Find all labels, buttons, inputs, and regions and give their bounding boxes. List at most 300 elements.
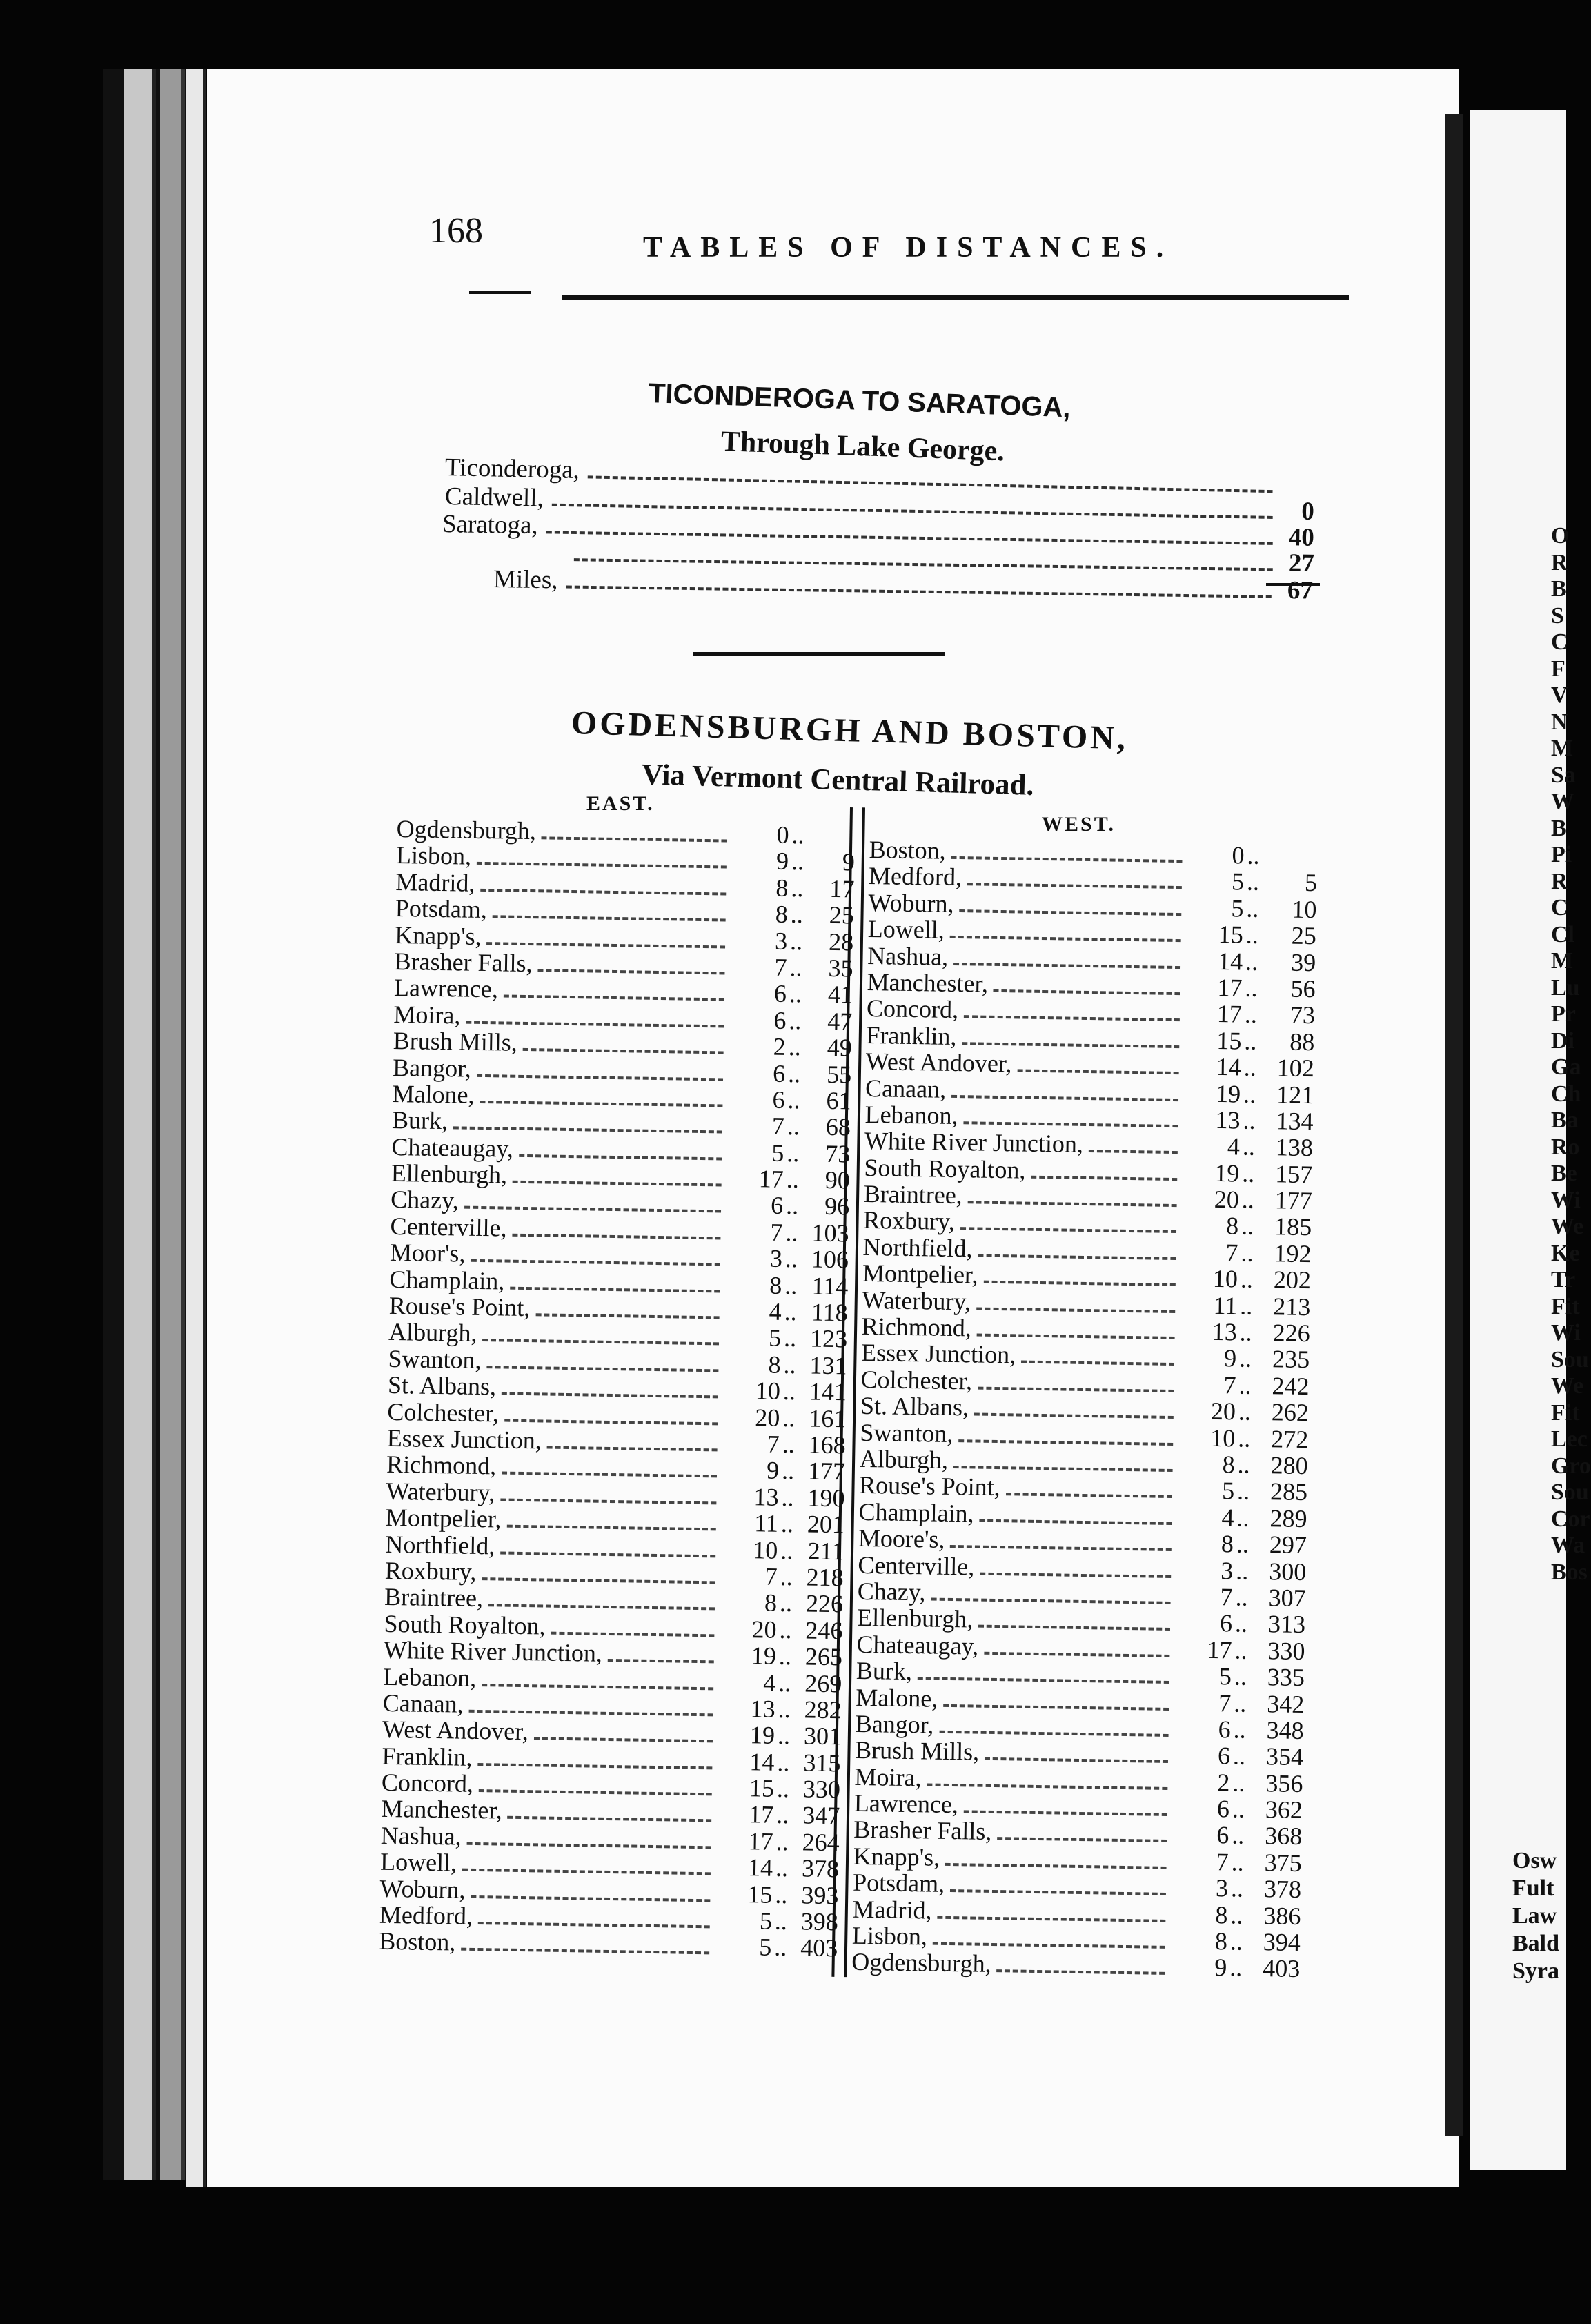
leader-dots <box>477 1763 712 1769</box>
segment-distance: 5 <box>768 1323 782 1352</box>
facing-page-letter: Ke <box>1551 1240 1580 1266</box>
place-name: Franklin, <box>866 1021 957 1050</box>
separator: .. <box>1240 1265 1254 1294</box>
leader-dots <box>461 1948 709 1955</box>
leader-dots <box>1006 1493 1173 1499</box>
section-title-ticonderoga: TICONDEROGA TO SARATOGA, <box>648 378 1071 424</box>
separator: .. <box>778 1695 791 1724</box>
segment-distance: 7 <box>1220 1583 1234 1611</box>
facing-page-letter: B <box>1551 815 1567 841</box>
leader-dots <box>506 1525 715 1531</box>
segment-distance: 7 <box>771 1112 785 1141</box>
facing-page-letter: Wi <box>1551 1320 1581 1346</box>
separator: .. <box>790 900 804 929</box>
place-name: Colchester, <box>387 1397 500 1428</box>
separator: .. <box>785 1192 799 1220</box>
facing-page-letter: Lu <box>1551 974 1580 1001</box>
place-name: Chazy, <box>857 1577 926 1606</box>
segment-distance: 0 <box>1232 841 1245 869</box>
place-name: Ellenburgh, <box>391 1159 508 1189</box>
cumulative-distance: 378 <box>801 1854 840 1883</box>
segment-distance: 5 <box>771 1139 784 1167</box>
place-name: Moor's, <box>389 1239 466 1268</box>
leader-dots <box>979 1519 1172 1524</box>
facing-page-letter: Wi <box>1551 1187 1581 1213</box>
leader-dots <box>950 936 1181 942</box>
distance-value: 0 <box>1301 497 1315 526</box>
leader-dots <box>551 1631 714 1637</box>
facing-page-letter: Fit <box>1551 1293 1580 1319</box>
cumulative-distance: 168 <box>808 1430 847 1459</box>
segment-distance: 17 <box>748 1827 773 1855</box>
separator: .. <box>1233 1688 1247 1717</box>
leader-dots <box>943 1704 1169 1710</box>
separator: .. <box>780 1562 793 1591</box>
separator: .. <box>1243 1080 1256 1108</box>
segment-distance: 2 <box>773 1032 787 1061</box>
cumulative-distance: 138 <box>1275 1133 1314 1162</box>
segment-distance: 7 <box>764 1562 778 1591</box>
separator: .. <box>776 1774 790 1803</box>
leader-dots <box>939 1731 1168 1737</box>
cumulative-distance: 242 <box>1272 1372 1310 1400</box>
place-name: Malone, <box>856 1683 938 1713</box>
leader-dots <box>566 585 1271 598</box>
separator: .. <box>787 1139 800 1167</box>
total-value: 67 <box>1287 576 1314 605</box>
separator: .. <box>1243 1106 1256 1134</box>
facing-page-letter: Tr <box>1551 1267 1576 1292</box>
place-name: Lowell, <box>379 1848 457 1877</box>
place-name: Northfield, <box>862 1232 973 1263</box>
place-name: Essex Junction, <box>860 1339 1016 1369</box>
place-name: South Royalton, <box>864 1153 1026 1184</box>
place-name: St. Albans, <box>860 1392 969 1421</box>
leader-dots <box>963 1121 1178 1127</box>
segment-distance: 7 <box>1216 1847 1229 1876</box>
facing-page-letter: Be <box>1551 1161 1577 1186</box>
page-number: 168 <box>429 211 483 250</box>
leader-dots <box>984 1651 1169 1657</box>
separator: .. <box>789 927 803 955</box>
separator: .. <box>1229 1953 1243 1982</box>
facing-page-letter: O <box>1551 523 1570 549</box>
leader-dots <box>927 1783 1167 1789</box>
leader-dots <box>500 1551 715 1557</box>
separator: .. <box>788 1033 802 1061</box>
separator: .. <box>779 1615 792 1644</box>
segment-distance: 6 <box>772 1059 786 1087</box>
separator: .. <box>773 1933 787 1962</box>
place-name: Rouse's Point, <box>388 1291 531 1322</box>
cumulative-distance <box>1262 864 1317 865</box>
place-name: Ogdensburgh, <box>396 814 537 845</box>
segment-distance: 15 <box>1218 920 1244 949</box>
leader-dots <box>502 1472 717 1478</box>
separator: .. <box>781 1483 794 1511</box>
separator: .. <box>791 874 804 903</box>
segment-distance: 7 <box>1225 1239 1238 1267</box>
facing-page-letter: Lec <box>1551 1426 1588 1452</box>
cumulative-distance: 330 <box>1267 1636 1305 1665</box>
leader-dots <box>960 1228 1176 1234</box>
cumulative-distance: 141 <box>809 1377 847 1406</box>
facing-page-letter: R <box>1551 549 1568 575</box>
separator: .. <box>1232 1769 1245 1797</box>
separator: .. <box>789 980 802 1008</box>
place-name: Northfield, <box>385 1530 495 1559</box>
place-name: Madrid, <box>395 867 475 897</box>
cumulative-distance: 192 <box>1274 1239 1312 1268</box>
leader-dots <box>964 1016 1180 1022</box>
place-name: Swanton, <box>860 1418 953 1448</box>
place-name: Brush Mills, <box>393 1027 518 1056</box>
separator: .. <box>778 1668 791 1697</box>
separator: .. <box>1230 1901 1243 1929</box>
place-name: Lebanon, <box>383 1662 477 1692</box>
cumulative-distance: 211 <box>807 1537 844 1565</box>
facing-page-letter: Ba <box>1551 1107 1579 1133</box>
separator: .. <box>1238 1371 1252 1399</box>
cumulative-distance: 102 <box>1276 1054 1315 1083</box>
cumulative-distance: 106 <box>811 1245 849 1274</box>
leader-dots <box>1021 1361 1174 1366</box>
place-name: Lawrence, <box>853 1789 959 1819</box>
place-name: Brush Mills, <box>854 1736 980 1766</box>
leader-dots <box>523 1048 724 1054</box>
facing-page-letter: Pi <box>1551 842 1572 867</box>
separator: .. <box>782 1404 796 1432</box>
place-name: Canaan, <box>382 1688 464 1718</box>
west-column <box>851 835 1318 1981</box>
place-name: Lebanon, <box>864 1100 958 1130</box>
segment-distance: 20 <box>755 1403 780 1432</box>
segment-distance: 6 <box>1217 1742 1231 1770</box>
leader-dots <box>466 1021 724 1027</box>
separator: .. <box>777 1722 791 1750</box>
place-name: Medford, <box>379 1900 473 1930</box>
cumulative-distance: 272 <box>1271 1424 1309 1453</box>
facing-page-letter: Ro <box>1551 1134 1580 1160</box>
segment-distance: 6 <box>773 1006 787 1034</box>
leader-dots <box>608 1659 714 1663</box>
separator: .. <box>787 1112 800 1141</box>
separator: .. <box>785 1218 798 1247</box>
leader-dots <box>1089 1150 1178 1154</box>
segment-distance: 7 <box>1218 1688 1232 1717</box>
segment-distance: 4 <box>1221 1503 1234 1532</box>
separator: .. <box>791 847 804 876</box>
place-name: Chateaugay, <box>391 1132 514 1163</box>
segment-distance: 17 <box>1216 1000 1243 1028</box>
place-name: Manchester, <box>867 967 989 998</box>
segment-distance: 6 <box>770 1192 784 1220</box>
separator: .. <box>783 1350 796 1379</box>
facing-page-letter: Fult <box>1512 1875 1554 1901</box>
segment-distance: 6 <box>1219 1609 1233 1637</box>
separator: .. <box>1232 1742 1246 1771</box>
segment-distance: 9 <box>1223 1344 1237 1372</box>
cumulative-distance: 25 <box>829 901 855 929</box>
cumulative-distance: 213 <box>1273 1292 1311 1321</box>
place-name: Centerville, <box>858 1550 975 1581</box>
leader-dots <box>512 1234 720 1240</box>
separator: .. <box>1241 1185 1255 1214</box>
leader-dots <box>482 1577 715 1584</box>
leader-dots <box>534 1737 713 1743</box>
place-name: Malone, <box>392 1079 475 1109</box>
cumulative-distance: 73 <box>1289 1001 1316 1030</box>
separator: .. <box>1236 1477 1250 1506</box>
cumulative-distance: 35 <box>828 954 853 983</box>
segment-distance: 7 <box>1223 1370 1236 1399</box>
leader-dots <box>953 1466 1173 1472</box>
leader-dots <box>958 1439 1173 1446</box>
leader-dots <box>977 1334 1175 1340</box>
segment-distance: 14 <box>1217 947 1243 976</box>
cumulative-distance: 356 <box>1265 1769 1303 1798</box>
cumulative-distance: 121 <box>1276 1080 1314 1109</box>
facing-page-letter: M <box>1551 736 1574 761</box>
separator: .. <box>774 1907 788 1936</box>
facing-page-letter: Cl <box>1551 921 1574 947</box>
cumulative-distance: 55 <box>826 1060 852 1088</box>
separator: .. <box>783 1324 797 1352</box>
place-name: Bangor, <box>392 1053 472 1083</box>
place-name: Ellenburgh, <box>856 1604 974 1633</box>
place-name: Montpelier, <box>862 1259 978 1289</box>
separator: .. <box>775 1854 789 1882</box>
cumulative-distance: 362 <box>1265 1795 1303 1824</box>
cumulative-distance: 161 <box>809 1404 847 1432</box>
separator: .. <box>784 1297 798 1326</box>
leader-dots <box>945 1863 1167 1869</box>
cumulative-distance: 177 <box>1274 1186 1313 1215</box>
place-name: Centerville, <box>390 1212 507 1242</box>
segment-distance: 17 <box>758 1165 784 1193</box>
leader-dots <box>996 1970 1165 1976</box>
cumulative-distance: 96 <box>824 1192 850 1221</box>
separator: .. <box>1243 1053 1257 1081</box>
leader-dots <box>480 889 726 896</box>
facing-page-letter: Gro <box>1551 1452 1591 1479</box>
cumulative-distance: 226 <box>1272 1319 1311 1348</box>
place-name: South Royalton, <box>384 1609 546 1640</box>
segment-distance: 14 <box>747 1853 773 1882</box>
place-name: Potsdam, <box>395 894 488 924</box>
gutter-shadow <box>1445 114 1463 2136</box>
separator: .. <box>781 1457 795 1485</box>
book-binding-edge <box>186 69 206 2187</box>
separator: .. <box>787 1059 801 1087</box>
facing-page-letter: M <box>1551 948 1574 974</box>
book-binding-edge <box>160 69 185 2180</box>
header-rule-short <box>469 291 531 294</box>
leader-dots <box>1031 1175 1177 1180</box>
leader-dots <box>931 1597 1170 1604</box>
leader-dots <box>985 1757 1168 1763</box>
cumulative-distance: 49 <box>827 1033 853 1062</box>
segment-distance: 5 <box>1221 1477 1235 1505</box>
cumulative-distance: 269 <box>804 1668 842 1697</box>
segment-distance: 8 <box>768 1350 781 1379</box>
segment-distance: 14 <box>749 1747 775 1776</box>
cumulative-distance: 88 <box>1289 1027 1315 1056</box>
separator: .. <box>789 953 802 982</box>
place-name: Chazy, <box>390 1185 459 1214</box>
leader-dots <box>487 942 726 948</box>
facing-page-letter: Ga <box>1551 1054 1581 1080</box>
leader-dots <box>482 1684 713 1690</box>
place-name: Roxbury, <box>862 1206 956 1236</box>
facing-page-letter: W <box>1551 789 1574 814</box>
facing-page-letter: C <box>1551 629 1568 655</box>
place-name: Ogdensburgh, <box>851 1948 991 1978</box>
facing-page-letter: We <box>1551 1214 1584 1239</box>
facing-page-letter: Cor <box>1551 1506 1590 1532</box>
separator: .. <box>1245 920 1259 949</box>
east-column <box>379 814 856 1960</box>
segment-distance: 15 <box>747 1880 773 1909</box>
leader-dots <box>950 1545 1172 1551</box>
separator: .. <box>1237 1450 1251 1479</box>
separator: .. <box>780 1510 794 1538</box>
facing-page-letter: S <box>1551 602 1564 629</box>
leader-dots <box>980 1572 1171 1577</box>
cumulative-distance: 300 <box>1269 1557 1307 1586</box>
facing-page-letter: Sou <box>1551 1346 1589 1372</box>
cumulative-distance: 185 <box>1274 1212 1312 1241</box>
place-name: Waterbury, <box>862 1286 971 1316</box>
separator: .. <box>1240 1292 1253 1320</box>
segment-distance: 5 <box>1231 894 1244 923</box>
separator: .. <box>1234 1662 1247 1691</box>
segment-distance: 6 <box>1216 1795 1230 1823</box>
cumulative-distance: 262 <box>1271 1398 1310 1427</box>
separator: .. <box>1239 1318 1253 1346</box>
segment-distance: 3 <box>1221 1556 1234 1584</box>
separator: .. <box>1245 947 1258 976</box>
segment-distance: 8 <box>1222 1450 1236 1479</box>
leader-dots <box>542 836 727 842</box>
facing-page-letter: B <box>1551 576 1567 602</box>
leader-dots <box>479 1789 712 1795</box>
cumulative-distance: 398 <box>800 1907 839 1936</box>
leader-dots <box>994 989 1180 995</box>
leader-dots <box>471 1259 720 1266</box>
segment-distance: 5 <box>1231 867 1245 896</box>
separator: .. <box>784 1245 798 1273</box>
cumulative-distance: 201 <box>807 1510 845 1539</box>
segment-distance: 10 <box>1210 1424 1236 1452</box>
leader-dots <box>519 1154 722 1161</box>
separator: .. <box>1236 1504 1249 1532</box>
separator: .. <box>1233 1715 1247 1744</box>
place-name: Chateaugay, <box>856 1630 979 1660</box>
cumulative-distance: 56 <box>1290 974 1316 1003</box>
separator: .. <box>784 1271 798 1299</box>
segment-distance: 20 <box>751 1615 777 1644</box>
running-head: TABLES OF DISTANCES. <box>643 232 1174 264</box>
segment-distance: 17 <box>1217 973 1243 1002</box>
place-name: Waterbury, <box>386 1477 495 1507</box>
segment-distance: 4 <box>769 1297 782 1326</box>
cumulative-distance: 335 <box>1267 1663 1305 1692</box>
segment-distance: 10 <box>1212 1265 1238 1293</box>
leader-dots <box>950 1889 1166 1895</box>
segment-distance: 13 <box>750 1695 776 1723</box>
leader-dots <box>951 1094 1178 1101</box>
segment-distance: 13 <box>1215 1105 1241 1134</box>
place-name: White River Junction, <box>864 1127 1084 1159</box>
place-name: Nashua, <box>867 941 949 971</box>
segment-distance: 9 <box>775 847 789 876</box>
cumulative-distance: 90 <box>824 1165 851 1194</box>
leader-dots <box>453 1127 722 1134</box>
leader-dots <box>959 909 1181 916</box>
place-name: Lawrence, <box>393 974 499 1003</box>
facing-page-letter: Syra <box>1512 1958 1559 1984</box>
separator: .. <box>1244 1027 1257 1055</box>
segment-distance: 20 <box>1214 1185 1240 1214</box>
separator: .. <box>1241 1212 1254 1241</box>
segment-distance: 3 <box>1215 1874 1229 1902</box>
separator: .. <box>777 1748 790 1776</box>
cumulative-distance: 190 <box>807 1484 845 1513</box>
facing-page-letter: N <box>1551 709 1568 735</box>
cumulative-distance: 264 <box>802 1828 840 1857</box>
section-divider-rule <box>693 652 945 656</box>
segment-distance: 6 <box>1218 1715 1232 1744</box>
separator: .. <box>1246 867 1260 896</box>
cumulative-distance: 9 <box>842 848 856 876</box>
segment-distance: 8 <box>1214 1927 1228 1956</box>
place-name: West Andover, <box>382 1715 529 1746</box>
cumulative-distance: 118 <box>811 1298 849 1327</box>
book-binding-edge <box>124 69 156 2180</box>
place-name: Alburgh, <box>859 1444 949 1474</box>
place-name: Concord, <box>866 994 959 1024</box>
leader-dots <box>462 1869 711 1875</box>
cumulative-distance: 297 <box>1269 1530 1307 1559</box>
segment-distance: 17 <box>1207 1635 1232 1664</box>
segment-distance: 19 <box>749 1721 775 1750</box>
place-name: Woburn, <box>868 888 954 918</box>
cumulative-distance: 368 <box>1264 1822 1303 1851</box>
place-name: Montpelier, <box>385 1504 502 1533</box>
place-name: Rouse's Point, <box>858 1471 1001 1501</box>
separator: .. <box>778 1642 792 1671</box>
place-name: Burk, <box>856 1656 913 1686</box>
facing-page-letter: C <box>1551 895 1568 920</box>
cumulative-distance: 280 <box>1270 1451 1309 1480</box>
separator: .. <box>1230 1874 1244 1902</box>
cumulative-distance: 265 <box>804 1642 843 1671</box>
cumulative-distance: 123 <box>809 1324 848 1353</box>
segment-distance: 19 <box>1215 1079 1241 1108</box>
segment-distance: 2 <box>1217 1768 1230 1797</box>
distance-value: 40 <box>1288 523 1315 552</box>
cumulative-distance: 103 <box>811 1219 849 1248</box>
separator: .. <box>789 1006 802 1034</box>
place-name: Moira, <box>393 1000 461 1030</box>
separator: .. <box>787 1085 800 1114</box>
place-name: St. Albans, <box>387 1371 497 1401</box>
separator: .. <box>1232 1795 1245 1823</box>
cumulative-distance: 5 <box>1304 869 1318 897</box>
separator: .. <box>1231 1848 1244 1876</box>
place-name: Franklin, <box>382 1742 473 1771</box>
